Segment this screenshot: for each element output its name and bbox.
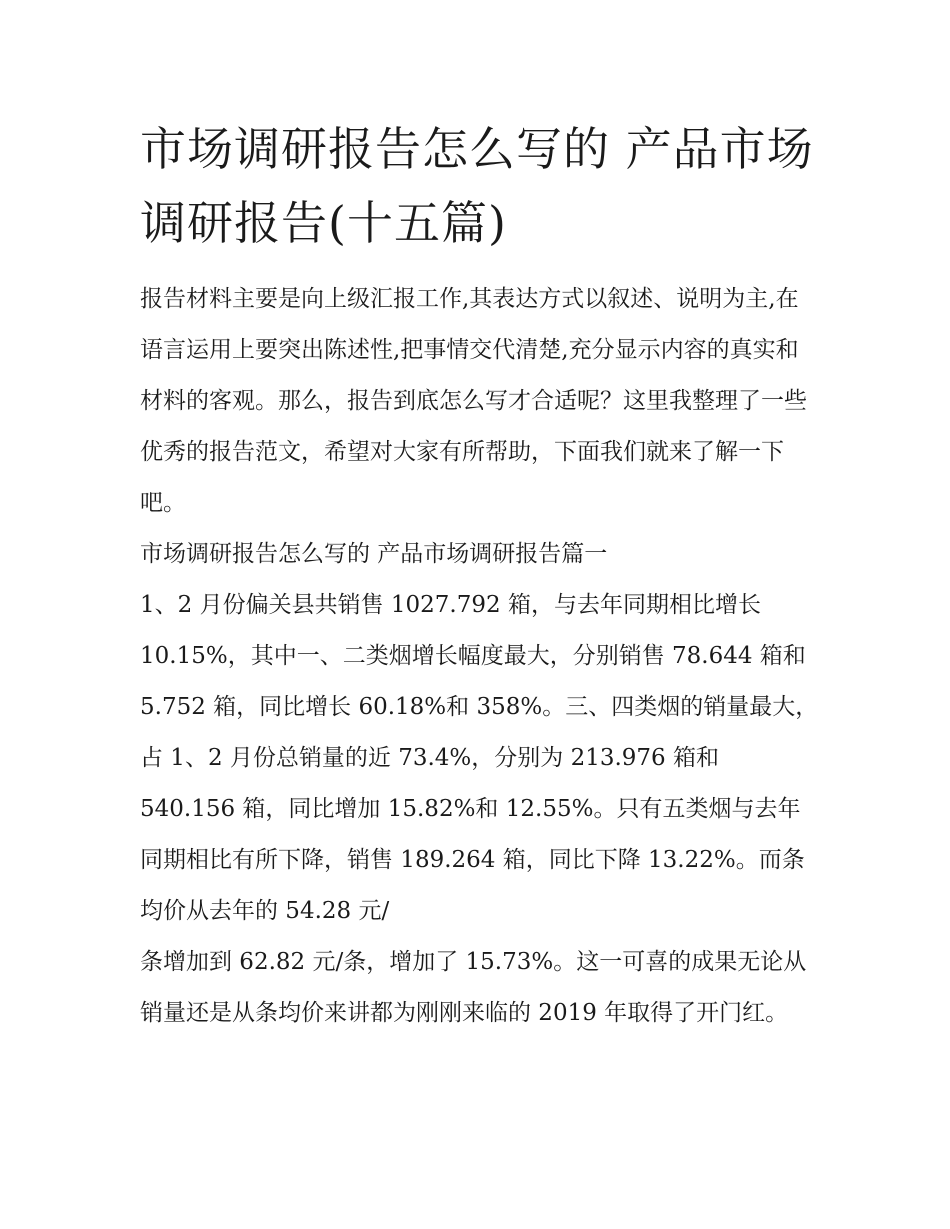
document-title: 市场调研报告怎么写的 产品市场调研报告(十五篇) (140, 122, 814, 250)
body-paragraph-continued: 条增加到 62.82 元/条，增加了 15.73%。这一可喜的成果无论从销量还是从条均价来讲都为刚刚来临的 2019 年取得了开门红。 (140, 949, 807, 1026)
intro-paragraph: 报告材料主要是向上级汇报工作,其表达方式以叙述、说明为主,在语言运用上要突出陈述性,把事情交代清楚,充分显示内容的真实和材料的客观。那么，报告到底怎么写才合适呢？这里我整理了一些优秀的报告范文，希望对大家有所帮助，下面我们就来了解一下吧。 (140, 286, 807, 516)
document-page (140, 112, 820, 1039)
body-paragraph: 1、2 月份偏关县共销售 1027.792 箱，与去年同期相比增长 10.15%，其中一、二类烟增长幅度最大，分别销售 78.644 箱和 5.752 箱，同比增长 60.18%和 358%。三、四类烟的销量最大，占 1、2 月份总销量的近 73.4%，分别为 213.976 箱和 540.156 箱，同比增加 15.82%和 12.55%。只有五类烟与去年同期相比有所下降，销售 189.264 箱，同比下降 13.22%。而条均价从去年的 54.28 元/ (140, 592, 819, 924)
section-heading: 市场调研报告怎么写的 产品市场调研报告篇一 (140, 541, 608, 567)
